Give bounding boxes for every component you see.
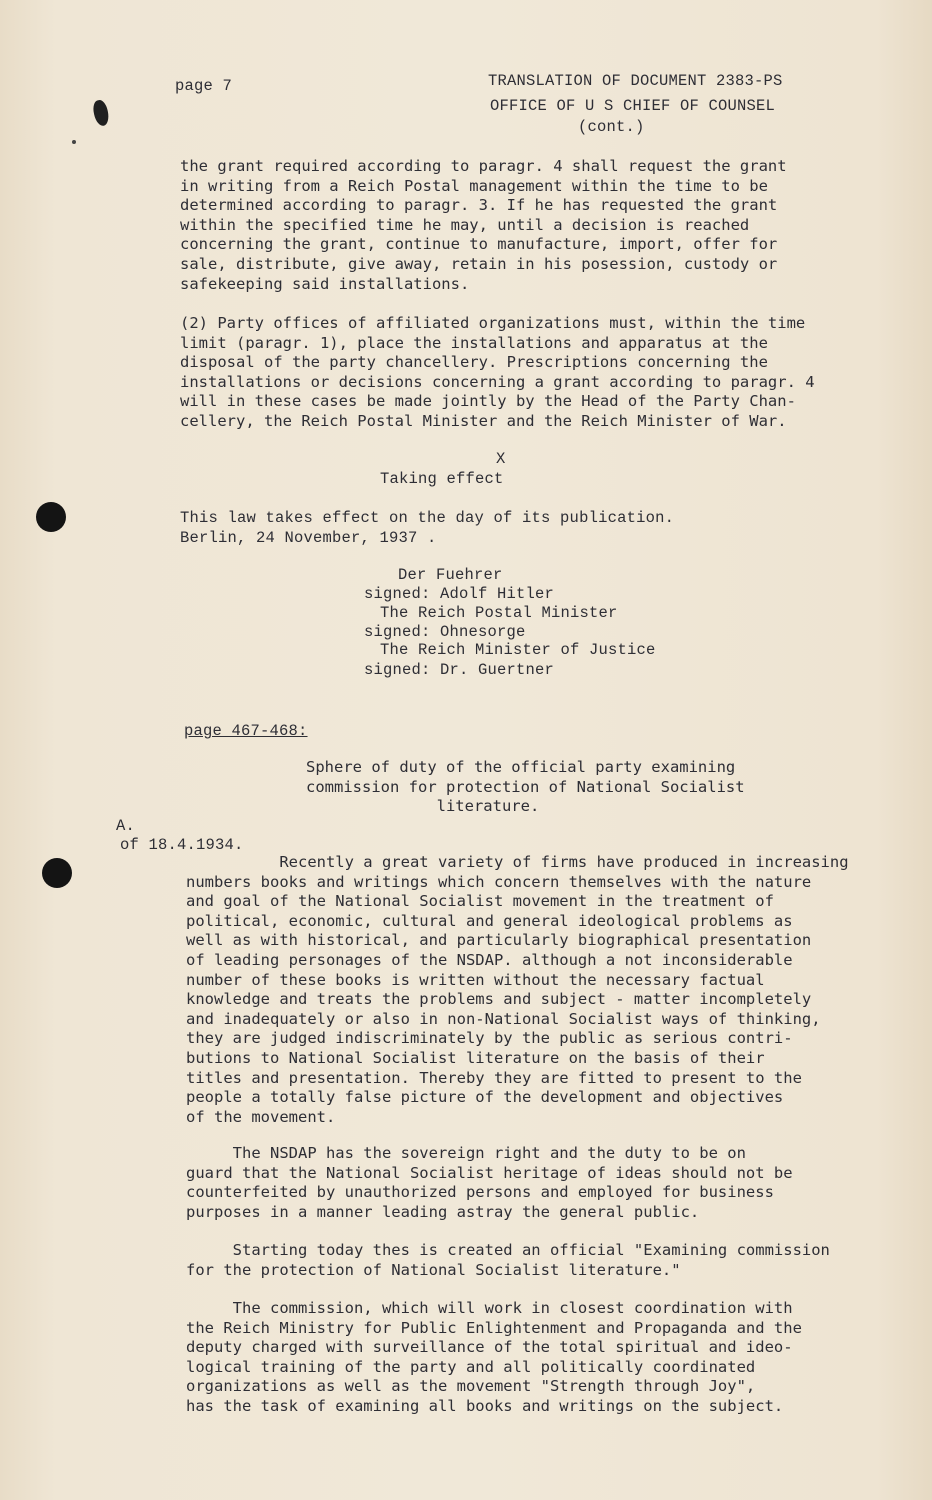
signature-title-fuehrer: Der Fuehrer <box>398 566 503 584</box>
document-title: TRANSLATION OF DOCUMENT 2383-PS <box>488 72 783 90</box>
section-title: Taking effect <box>380 470 504 488</box>
paragraph-party-offices: (2) Party offices of affiliated organizations must, within the time limit (paragr. 1), place the installations and apparatus at the disposal of the party chancellery. Prescriptions concerning the installations or decisions concerning a grant according to paragr. 4 will in these cases be made jointly by the Head of the Party Chan- cellery, the Reich Postal Minister and the Reich Minister of War. <box>180 314 815 430</box>
signature-title-postal: The Reich Postal Minister <box>380 604 618 622</box>
signature-ohnesorge: signed: Ohnesorge <box>364 623 526 641</box>
page-reference: page 467-468: <box>184 722 308 740</box>
paragraph-starting-today: Starting today thes is created an official "Examining commission for the protection of National Socialist literature." <box>186 1241 830 1279</box>
signature-hitler: signed: Adolf Hitler <box>364 585 555 603</box>
paragraph-commission: The commission, which will work in closest coordination with the Reich Ministry for Public Enlightenment and Propaganda and the deputy charged with surveillance of the total spiritual and ideo- logical training of the party and all politically coordinated organizations as well as the movement "Strength through Joy", has the task of examining all books and writings on the subject. <box>186 1299 802 1415</box>
office-line: OFFICE OF U S CHIEF OF COUNSEL <box>490 97 776 115</box>
section-heading: Sphere of duty of the official party examining commission for protection of National Socialist literature. <box>306 758 745 816</box>
ink-speck <box>72 140 76 144</box>
decree-date: of 18.4.1934. <box>120 836 244 854</box>
effect-line: This law takes effect on the day of its publication. <box>180 509 675 527</box>
signature-title-justice: The Reich Minister of Justice <box>380 641 656 659</box>
continued-label: (cont.) <box>578 118 645 136</box>
paragraph-nsdap-right: The NSDAP has the sovereign right and the duty to be on guard that the National Socialist heritage of ideas should not be counterfeited by unauthorized persons and employed for business purposes in a manner leading astray the general public. <box>186 1144 793 1221</box>
section-number: X <box>496 450 506 468</box>
paragraph-grant: the grant required according to paragr. 4 shall request the grant in writing from a Reich Postal management within the time to be determined according to paragr. 3. If he has requested the grant within the specified time he may, until a decision is reached concerning the grant, continue to manufacture, import, offer for sale, distribute, give away, retain in his posession, custody or safekeeping said installations. <box>180 157 787 293</box>
punch-hole-top <box>36 502 66 532</box>
torn-edge-mark <box>91 99 110 127</box>
section-marker: A. <box>116 817 136 835</box>
page-number: page 7 <box>175 77 233 95</box>
signature-guertner: signed: Dr. Guertner <box>364 661 555 679</box>
paragraph-recently: Recently a great variety of firms have produced in increasing numbers books and writings which concern themselves with the nature and goal of the National Socialist movement in the treatment of political, economic, cultural and general ideological problems as well as with historical, and particularly biographical presentation of leading personages of the NSDAP. although a not inconsiderable number of these books is written without the necessary factual knowledge and treats the problems and subject - matter incompletely and inadequately or also in non-National Socialist ways of thinking, they are judged indiscriminately by the public as serious contri- butions to National Socialist literature on the basis of their titles and presentation. Thereby they are fitted to present to the people a totally false picture of the development and objectives of the movement. <box>186 853 849 1126</box>
date-line: Berlin, 24 November, 1937 . <box>180 529 437 547</box>
punch-hole-bottom <box>42 858 72 888</box>
